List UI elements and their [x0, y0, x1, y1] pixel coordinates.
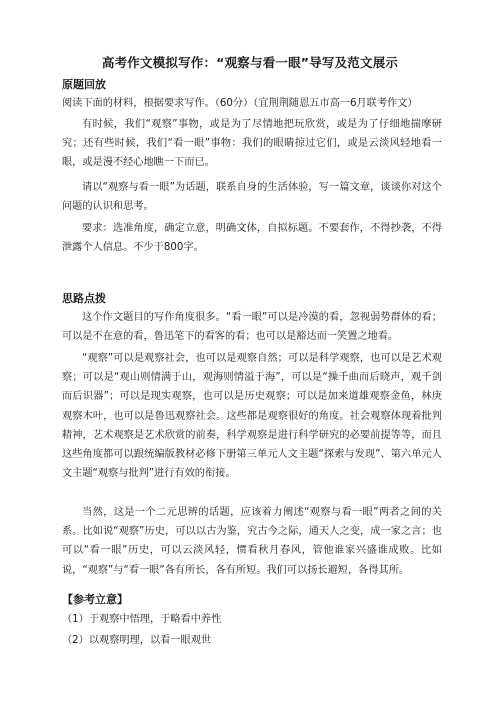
document-title: 高考作文模拟写作：“观察与看一眼”导写及范文展示: [101, 55, 399, 70]
guide-paragraph-1: 这个作文题目的写作角度很多。“看一眼”可以是冷漠的看，忽视弱势群体的看；可以是不在意的看，鲁迅笔下的看客的看；也可以是豁达而一笑置之地看。: [62, 312, 442, 343]
prompt-task: 请以“观察与看一眼”为话题，联系自身的生活体验，写一篇文章，谈谈你对这个问题的认识和思考。: [62, 182, 442, 213]
section-heading-original-prompt: 原题回放: [62, 78, 106, 91]
prompt-intro: 阅读下面的材料，根据要求写作。（60分）（宜荆荆随恩五市高一6月联考作文）: [62, 98, 418, 109]
guide-paragraph-2: “观察”可以是观察社会，也可以是观察自然；可以是科学观察，也可以是艺术观察；可以是“观山则情满于山，观海则情溢于海”，可以是“操千曲而后晓声，观千剑而后识器”；可以是现实观察，也可以是历史观察；可以是加来道雄观察金鱼，林庚观察木叶，也可以是鲁迅观察社会。这些都是观察很好的角度。社会观察体现着批判精神，艺术观察是艺术欣赏的前奏，科学观察是进行科学研究的必要前提等等，而且这些角度都可以跟统编版教材必修下册第三单元人文主题“探索与发现”、第六单元人文主题“观察与批判”进行有效的衔接。: [62, 353, 442, 480]
guide-paragraph-3: 当然，这是一个二元思辨的话题，应该着力阐述“观察与看一眼”两者之间的关系。比如说“观察”历史，可以以古为鉴，究古今之际，通天人之变，成一家之言；也可以“看一眼”历史，可以云淡风轻，惯看秋月春风，管他谁家兴盛谁成败。比如说，“观察”与“看一眼”各有所长，各有所短。我们可以扬长避短，各得其所。: [62, 507, 442, 576]
prompt-material: 有时候，我们“观察”事物，或是为了尽情地把玩欣赏，或是为了仔细地揣摩研究；还有些时候，我们“看一眼”事物：我们的眼睛掠过它们，或是云淡风轻地看一眼，或是漫不经心地瞧一下而已。: [62, 119, 442, 169]
prompt-requirement: 要求：选准角度，确定立意，明确文体，自拟标题。不要套作，不得抄袭，不得泄露个人信息。不少于800字。: [62, 223, 442, 254]
reference-theme-item: （1）于观察中悟理，于略看中养性: [62, 614, 222, 625]
section-heading-reference-theme: 【参考立意】: [62, 593, 128, 606]
reference-theme-item: （2）以观察明理，以看一眼观世: [62, 635, 212, 646]
section-heading-writing-guide: 思路点拨: [62, 292, 106, 305]
